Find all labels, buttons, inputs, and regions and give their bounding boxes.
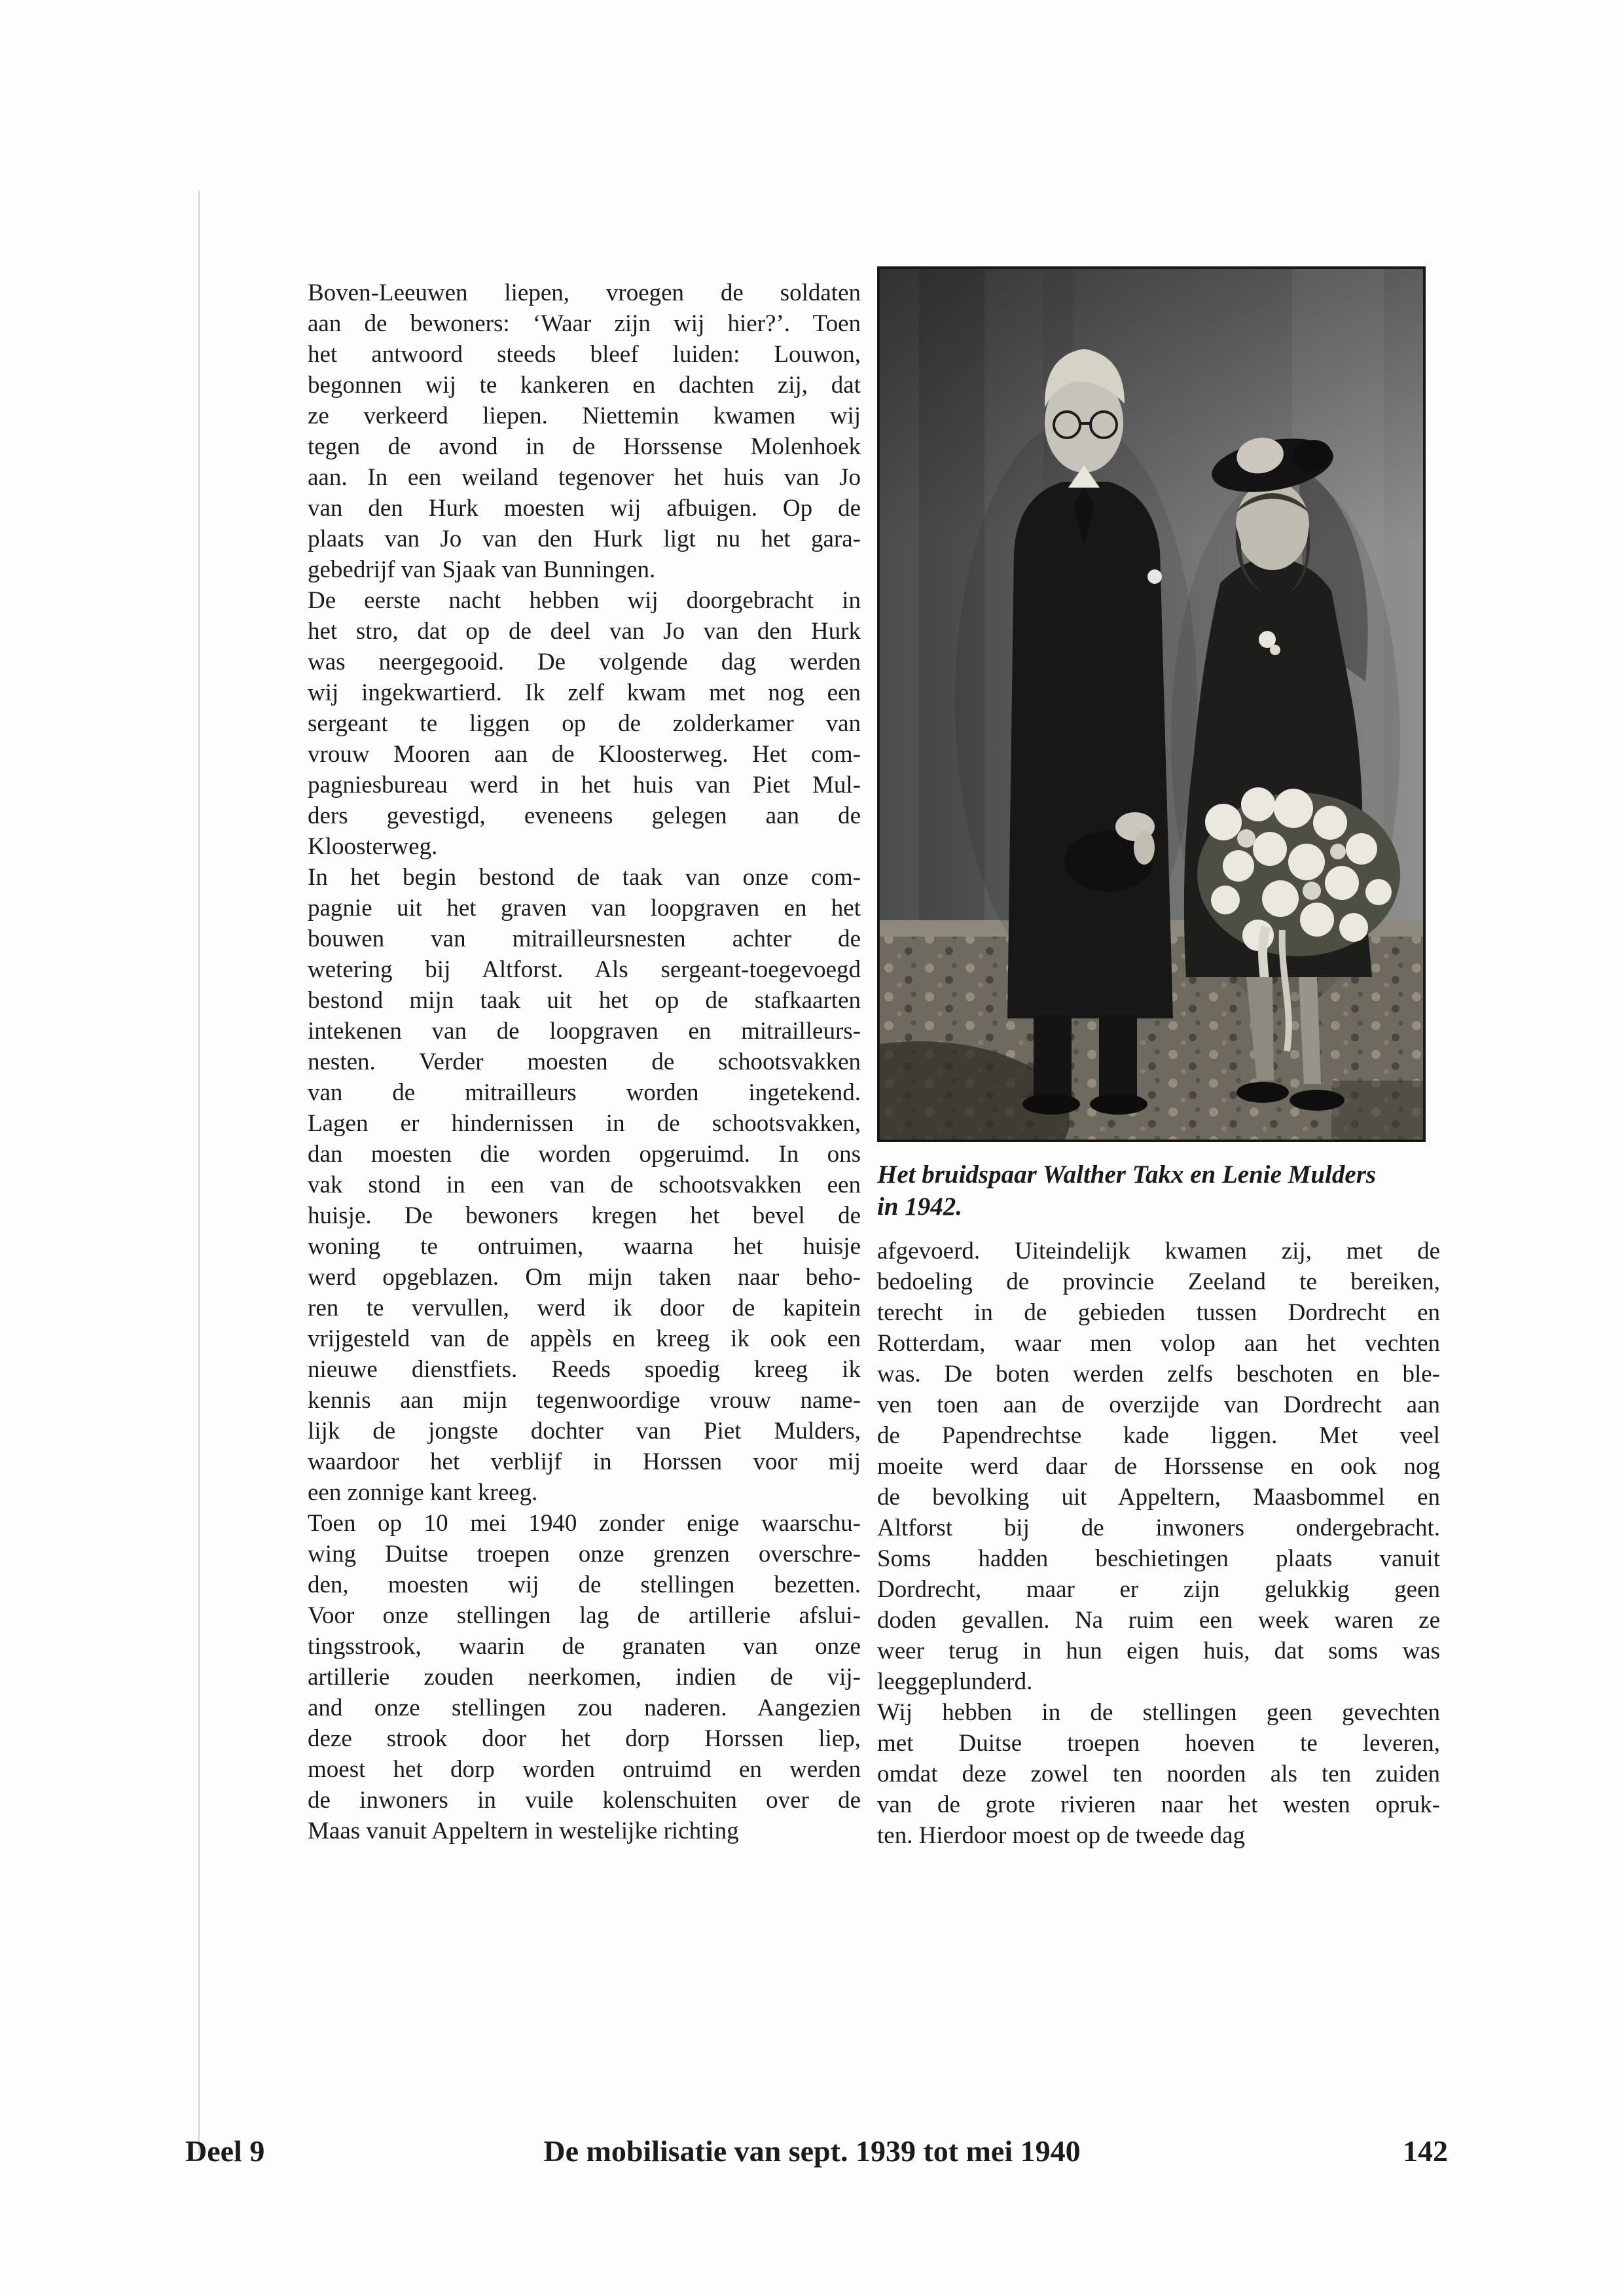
- paragraph: [308, 585, 861, 862]
- text-line: Maas vanuit Appeltern in westelijke richting: [308, 1818, 739, 1844]
- text-line: het stro, dat op de deel van Jo van den Hurk: [308, 618, 861, 645]
- text-line: ten. Hierdoor moest op de tweede dag: [877, 1822, 1246, 1849]
- text-line: bedoeling de provincie Zeeland te bereiken,: [877, 1268, 1440, 1295]
- text-line: woning te ontruimen, waarna het huisje: [308, 1233, 861, 1260]
- text-line: met Duitse troepen hoeven te leveren,: [877, 1730, 1440, 1757]
- paragraph: [308, 862, 861, 1508]
- text-line: plaats van Jo van den Hurk ligt nu het gara-: [308, 526, 861, 552]
- text-line: vak stond in een van de schootsvakken een: [308, 1172, 861, 1198]
- text-line: weer terug in hun eigen huis, dat soms was: [877, 1638, 1440, 1664]
- text-line: het antwoord steeds bleef luiden: Louwon,: [308, 341, 861, 368]
- text-line: In het begin bestond de taak van onze com-: [308, 864, 861, 891]
- text-line: Altforst bij de inwoners ondergebracht.: [877, 1515, 1440, 1541]
- text-line: werd opgeblazen. Om mijn taken naar beho-: [308, 1264, 861, 1291]
- text-line: nesten. Verder moesten de schootsvakken: [308, 1049, 861, 1075]
- text-line: terecht in de gebieden tussen Dordrecht en: [877, 1299, 1440, 1326]
- text-line: wing Duitse troepen onze grenzen overschre-: [308, 1541, 861, 1568]
- text-line: pagniesbureau werd in het huis van Piet Mul-: [308, 772, 861, 798]
- text-line: waardoor het verblijf in Horssen voor mij: [308, 1448, 861, 1475]
- footer-part-label: Deel 9: [185, 2134, 265, 2168]
- text-line: deze strook door het dorp Horssen liep,: [308, 1725, 861, 1752]
- text-line: tingsstrook, waarin de granaten van onze: [308, 1633, 861, 1660]
- text-line: van den Hurk moesten wij afbuigen. Op de: [308, 495, 861, 522]
- text-line: gebedrijf van Sjaak van Bunningen.: [308, 556, 656, 583]
- paragraph: [308, 1508, 861, 1846]
- text-line: and onze stellingen zou naderen. Aangezien: [308, 1695, 861, 1721]
- text-line: kennis aan mijn tegenwoordige vrouw name-: [308, 1387, 861, 1414]
- text-line: Rotterdam, waar men volop aan het vechten: [877, 1330, 1440, 1357]
- text-line: Lagen er hindernissen in de schootsvakken,: [308, 1110, 861, 1137]
- left-column: [308, 278, 861, 1846]
- text-line: dan moesten die worden opgeruimd. In ons: [308, 1141, 861, 1168]
- text-line: afgevoerd. Uiteindelijk kwamen zij, met de: [877, 1238, 1440, 1265]
- text-line: leeggeplunderd.: [877, 1668, 1033, 1695]
- text-line: ze verkeerd liepen. Niettemin kwamen wij: [308, 403, 861, 429]
- text-line: ders gevestigd, eveneens gelegen aan de: [308, 802, 861, 829]
- footer-page-number: 142: [1403, 2134, 1448, 2168]
- text-line: artillerie zouden neerkomen, indien de vij-: [308, 1664, 861, 1691]
- text-line: moest het dorp worden ontruimd en werden: [308, 1756, 861, 1783]
- text-line: wij ingekwartierd. Ik zelf kwam met nog een: [308, 679, 861, 706]
- text-line: omdat deze zowel ten noorden als ten zuiden: [877, 1761, 1440, 1787]
- text-line: Wij hebben in de stellingen geen gevechten: [877, 1699, 1440, 1726]
- footer-chapter-title: De mobilisatie van sept. 1939 tot mei 1940: [543, 2134, 1081, 2168]
- text-line: bestond mijn taak uit het op de stafkaarten: [308, 987, 861, 1014]
- caption-line: Het bruidspaar Walther Takx en Lenie Mulders: [877, 1160, 1377, 1189]
- text-line: sergeant te liggen op de zolderkamer van: [308, 710, 861, 737]
- text-line: doden gevallen. Na ruim een week waren ze: [877, 1607, 1440, 1634]
- text-line: wetering bij Altforst. Als sergeant-toegevoegd: [308, 956, 861, 983]
- photo-caption: [877, 1158, 1447, 1223]
- text-line: ven toen aan de overzijde van Dordrecht aan: [877, 1391, 1440, 1418]
- text-line: moeite werd daar de Horssense en ook nog: [877, 1453, 1440, 1480]
- text-line: Boven-Leeuwen liepen, vroegen de soldaten: [308, 279, 861, 306]
- text-line: van de mitrailleurs worden ingetekend.: [308, 1079, 861, 1106]
- paragraph: [877, 1697, 1440, 1851]
- paragraph: [308, 278, 861, 585]
- text-line: aan de bewoners: ‘Waar zijn wij hier?’. Toen: [308, 310, 861, 337]
- text-line: van de grote rivieren naar het westen opruk-: [877, 1791, 1440, 1818]
- text-line: vrouw Mooren aan de Kloosterweg. Het com-: [308, 741, 861, 768]
- text-line: De eerste nacht hebben wij doorgebracht in: [308, 587, 861, 614]
- text-line: pagnie uit het graven van loopgraven en het: [308, 895, 861, 922]
- text-line: aan. In een weiland tegenover het huis van Jo: [308, 464, 861, 491]
- wedding-photo-art: [880, 269, 1423, 1139]
- text-line: Soms hadden beschietingen plaats vanuit: [877, 1545, 1440, 1572]
- text-line: de Papendrechtse kade liggen. Met veel: [877, 1422, 1440, 1449]
- wedding-photo: [877, 266, 1426, 1142]
- text-line: was neergegooid. De volgende dag werden: [308, 649, 861, 675]
- text-line: een zonnige kant kreeg.: [308, 1479, 538, 1506]
- text-line: Toen op 10 mei 1940 zonder enige waarschu-: [308, 1510, 861, 1537]
- text-line: was. De boten werden zelfs beschoten en ble-: [877, 1361, 1440, 1388]
- text-line: nieuwe dienstfiets. Reeds spoedig kreeg ik: [308, 1356, 861, 1383]
- text-line: ren te vervullen, werd ik door de kapitein: [308, 1295, 861, 1321]
- text-line: de inwoners in vuile kolenschuiten over de: [308, 1787, 861, 1814]
- text-line: de bevolking uit Appeltern, Maasbommel en: [877, 1484, 1440, 1511]
- text-line: bouwen van mitrailleursnesten achter de: [308, 925, 861, 952]
- caption-line: in 1942.: [877, 1193, 963, 1221]
- text-line: tegen de avond in de Horssense Molenhoek: [308, 433, 861, 460]
- text-line: den, moesten wij de stellingen bezetten.: [308, 1571, 861, 1598]
- scan-fold-line: [198, 191, 200, 2155]
- text-line: intekenen van de loopgraven en mitrailleurs-: [308, 1018, 861, 1045]
- text-line: huisje. De bewoners kregen het bevel de: [308, 1202, 861, 1229]
- text-line: vrijgesteld van de appèls en kreeg ik ook een: [308, 1325, 861, 1352]
- text-line: Kloosterweg.: [308, 833, 438, 860]
- paragraph: [877, 1236, 1440, 1697]
- right-column: [877, 1236, 1440, 1851]
- text-line: begonnen wij te kankeren en dachten zij, dat: [308, 372, 861, 399]
- text-line: Dordrecht, maar er zijn gelukkig geen: [877, 1576, 1440, 1603]
- text-line: lijk de jongste dochter van Piet Mulders,: [308, 1418, 861, 1444]
- text-line: Voor onze stellingen lag de artillerie afslui-: [308, 1602, 861, 1629]
